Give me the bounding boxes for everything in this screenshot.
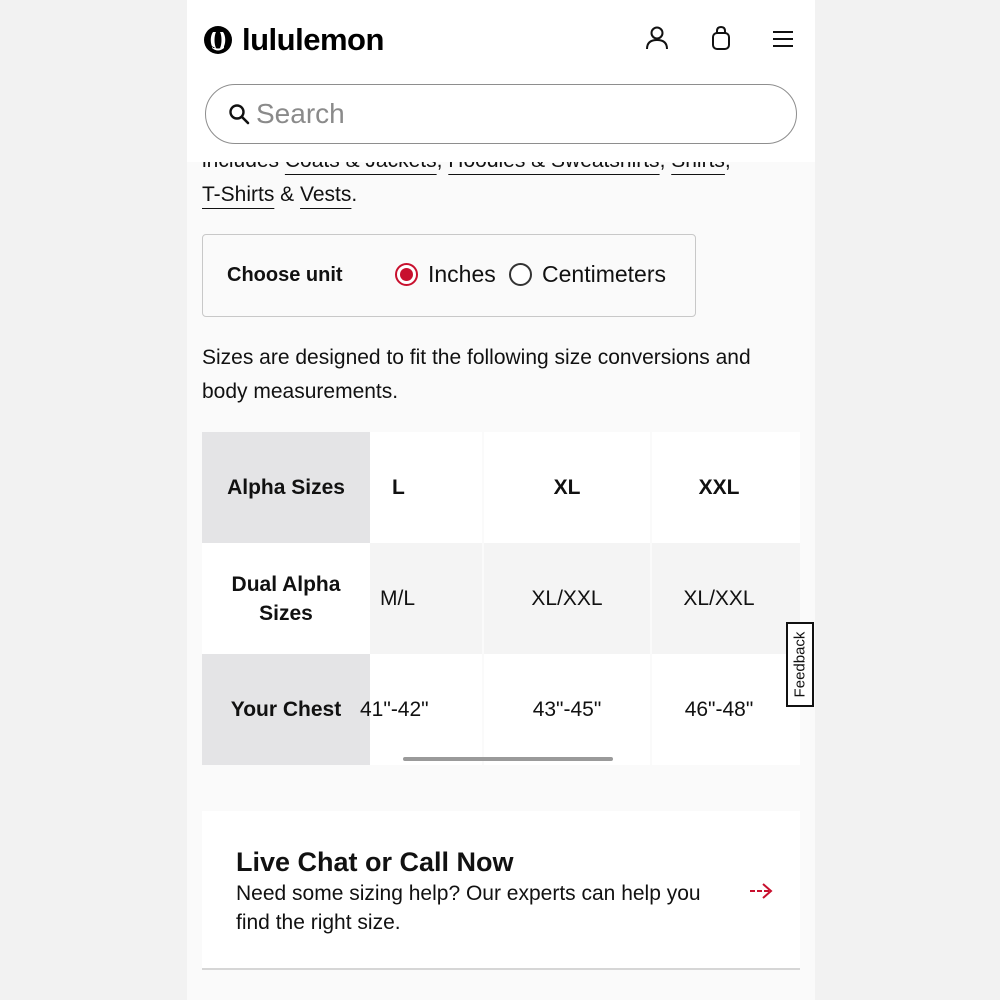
separator: & (274, 183, 301, 206)
feedback-label: Feedback (791, 631, 809, 698)
feedback-tab[interactable] (786, 622, 814, 707)
table-cell: XXL (652, 432, 800, 543)
bag-icon[interactable] (708, 25, 734, 51)
lululemon-logo-icon (204, 26, 232, 54)
table-row (202, 432, 800, 543)
radio-checked-icon[interactable] (395, 263, 418, 286)
arrow-right-icon[interactable] (747, 881, 775, 901)
site-header (187, 0, 815, 162)
logo[interactable] (204, 22, 384, 58)
unit-option-centimeters[interactable] (509, 261, 666, 288)
link-vests[interactable]: Vests (300, 183, 352, 206)
unit-chooser (202, 234, 696, 317)
table-cell: M/L (370, 543, 482, 654)
link-t-shirts[interactable]: T-Shirts (202, 183, 275, 206)
brand-name: lululemon (242, 22, 384, 57)
page (187, 0, 815, 1000)
row-header: Dual Alpha Sizes (202, 543, 370, 654)
search-input[interactable] (256, 98, 756, 130)
live-chat-title: Live Chat or Call Now (236, 847, 514, 877)
table-horizontal-scrollbar[interactable] (403, 757, 613, 761)
row-header: Alpha Sizes (202, 432, 370, 543)
live-chat-card[interactable] (202, 811, 800, 970)
menu-icon[interactable] (770, 25, 796, 51)
table-cell (360, 654, 482, 765)
table-row (202, 543, 800, 654)
search-bar[interactable] (205, 84, 797, 144)
account-icon[interactable] (644, 25, 670, 51)
unit-option-inches[interactable] (395, 261, 496, 288)
unit-option-label: Inches (428, 261, 496, 287)
live-chat-description: Need some sizing help? Our experts can help you find the right size. (236, 882, 701, 934)
radio-unchecked-icon[interactable] (509, 263, 532, 286)
size-table[interactable] (202, 432, 800, 765)
table-cell: L (370, 432, 482, 543)
table-row (202, 654, 800, 765)
sizes-description: Sizes are designed to fit the following size conversions and body measurements. (202, 346, 751, 403)
table-cell: XL/XXL (484, 543, 650, 654)
table-cell: 43"-45" (484, 654, 650, 765)
table-cell: XL/XXL (652, 543, 800, 654)
unit-option-label: Centimeters (542, 261, 666, 287)
period: . (351, 183, 358, 206)
table-cell: 46"-48" (652, 654, 800, 765)
table-cell: XL (484, 432, 650, 543)
unit-chooser-label: Choose unit (227, 264, 343, 286)
table-cell-value: 41"-42" (360, 697, 429, 721)
search-icon (228, 103, 250, 125)
row-header: Your Chest (202, 654, 370, 765)
